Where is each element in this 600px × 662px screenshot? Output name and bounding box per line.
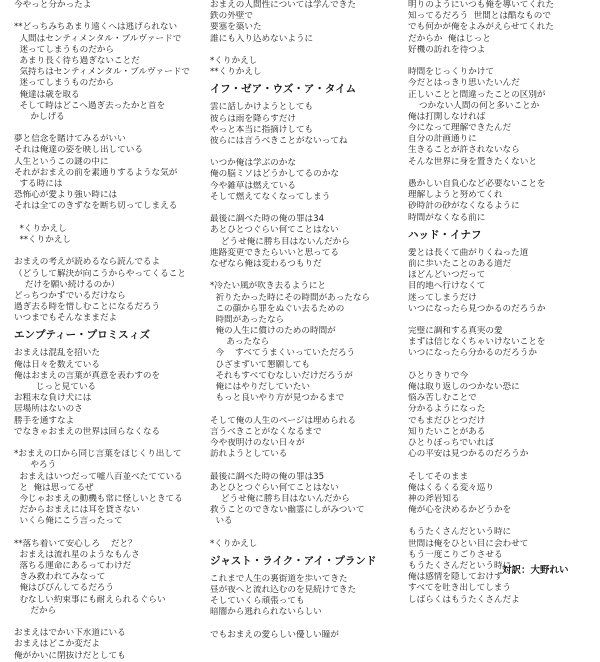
- lyric-line: お粗末な負け犬には: [14, 393, 92, 404]
- lyric-line: （どうして解決が向こうからやってくること: [14, 268, 186, 279]
- lyric-line: 正しいことと間違ったことの区別が: [408, 89, 546, 100]
- lyric-line: それがおまえの前を素通りするような気が: [14, 167, 178, 178]
- lyric-line: 時間がなくなる前に: [408, 212, 486, 223]
- lyric-line: きみ救われてみなって: [14, 572, 106, 583]
- lyric-line: 明りのようにいつも俺を導いてくれた: [408, 0, 555, 10]
- lyric-line: 気持ちはセンティメンタル・ブルヴァードで: [14, 67, 190, 78]
- lyric-line: 完璧に調和する真実の愛: [408, 326, 503, 337]
- song-title: ジャスト・ライク・アイ・プランド: [210, 554, 377, 567]
- lyric-line: そしてそのまま: [408, 471, 469, 482]
- lyric-line: おまえはいつだって嘘八百並べたてている: [14, 471, 183, 482]
- lyric-line: いつか俺は学ぶのかな: [210, 158, 296, 169]
- lyric-line: 俺の脳ミソはどうかしてるのかな: [210, 169, 339, 180]
- lyric-line: と 俺は思ってるぜ: [14, 482, 94, 493]
- lyric-line: 俺はおまえの言葉が真意を表わすのを: [14, 370, 161, 381]
- lyric-line: しばらくはもうたくさんだよ: [408, 594, 520, 605]
- lyric-line: 迷ってしまうものだから: [14, 78, 114, 89]
- lyric-line: まずは信じなくちゃいけないことを: [408, 337, 546, 348]
- lyric-line: 救うことのできない幽霊にしがみついて: [210, 505, 365, 516]
- stanza-break: [210, 527, 398, 538]
- lyric-line: 俺達は歳を取る: [14, 89, 80, 100]
- stanza-break: [408, 315, 590, 326]
- lyric-line: 分かるようになった: [408, 404, 486, 415]
- lyric-line: 人間はセンティメンタル・ブルヴァードで: [14, 33, 182, 44]
- stanza-break: [14, 123, 198, 134]
- lyric-line: 俺が心を決めるかどうかを: [408, 505, 512, 516]
- lyric-line: 世間は俺をひとい目に会わせて: [408, 538, 529, 549]
- lyric-line: それは全てのきずなを断ち切ってしまえる: [14, 201, 178, 212]
- lyric-line: 俺は打開しなければ: [408, 111, 486, 122]
- lyric-line: いつになったら見つかるのだろうか: [408, 303, 546, 314]
- lyric-line: 今になって理解できたんだ: [408, 123, 512, 134]
- lyric-line: やっと本当に指摘けしても: [210, 124, 314, 135]
- lyric-line: すべてを吐き出してしまう: [408, 583, 511, 594]
- lyric-line: 俺の人生に償けのための時間が: [210, 326, 336, 337]
- stanza-break: [210, 460, 398, 471]
- stanza-break: [408, 460, 590, 471]
- lyric-line: 愚かしい自負心など必要ないことを: [408, 179, 546, 189]
- lyric-line: でもおまえの愛らしい優しい瞳が: [210, 629, 339, 640]
- lyric-line: でもまだひとつだけ: [408, 415, 486, 426]
- lyric-line: もうたくさんだという時に: [408, 561, 512, 571]
- lyric-line: 言うべきことがなくなるまで: [210, 426, 322, 437]
- lyric-line: おまえはでかい下水道にいる: [14, 628, 126, 639]
- lyric-line: 勝手を通すなよ: [14, 415, 75, 426]
- lyric-line: 目的地へ行けなくて: [408, 281, 486, 292]
- lyric-line: 過ぎ去る時を惜しむことになるだろう: [14, 302, 161, 313]
- lyric-line: おまえの人間性については学んできた: [210, 0, 356, 10]
- lyric-line: あまり長く待ち過ぎないことだ: [14, 55, 140, 66]
- lyric-line: 祈りたかった時にその時間があったなら: [210, 292, 371, 303]
- lyric-line: いくら俺にこう言ったって: [14, 516, 123, 527]
- stanza-break: [14, 246, 198, 257]
- lyric-line: 鉄の外壁で: [210, 11, 253, 22]
- lyric-line: **くりかえし: [14, 234, 72, 245]
- lyric-line: おまえは混乱を招いた: [14, 348, 100, 359]
- lyric-line: これまで人生の裏街道を歩いてきた: [210, 573, 348, 584]
- lyric-line: 時間があったなら: [210, 314, 285, 325]
- lyric-line: 進路変更できたらいいと思ってる: [210, 247, 339, 258]
- stanza-break: [210, 404, 398, 415]
- lyric-line: どうせ俺に勝ち目はないんだから: [210, 236, 350, 247]
- lyric-line: *冷たい風が吹き去るようにと: [210, 281, 327, 292]
- lyric-line: *くりかえし: [210, 538, 258, 549]
- lyric-line: それもすべてむなしいだけだろうが: [210, 370, 353, 381]
- stanza-break: [210, 270, 398, 281]
- lyric-line: おまえは流れ星のようなもんさ: [14, 549, 140, 560]
- lyric-line: *くりかえし: [210, 55, 258, 66]
- lyric-line: *おまえの口から同じ言葉をほじくり出して: [14, 449, 182, 460]
- lyric-line: 最後に調べた時の俺の罪は34: [210, 214, 325, 225]
- stanza-break: [14, 527, 198, 538]
- lyric-line: 彼らは雨を降らすだけ: [210, 113, 296, 124]
- lyrics-column-1: [14, 0, 198, 662]
- lyrics-column-2: [210, 0, 398, 641]
- lyric-line: もうたくさんだという時に: [408, 527, 512, 538]
- lyric-line: この顔から罪をぬぐい去るための: [210, 303, 345, 314]
- lyric-line: でも何かが俺をよみがえらせてくれた: [408, 22, 554, 33]
- stanza-break: [14, 438, 198, 449]
- lyric-line: 好機の訪れを待つよ: [408, 44, 486, 55]
- lyric-line: 俺はびびんしてるだろう: [14, 583, 114, 594]
- lyric-line: 迷ってしまうものだから: [14, 44, 114, 55]
- translator-credit: 対訳：大野れい: [502, 565, 569, 576]
- lyric-line: 神の斧岩知る: [408, 493, 460, 504]
- lyric-line: ひとりぼっちでいれば: [408, 437, 494, 448]
- lyric-line: 今や雑草は燃えている: [210, 180, 296, 191]
- lyric-line: ひとりきりで今: [408, 370, 469, 381]
- lyric-line: なぜなら俺は変わるつもりだ: [210, 258, 322, 269]
- lyric-line: いつまでもそんなままだよ: [14, 313, 118, 324]
- lyric-line: 俺は感情を隠しておけず: [408, 572, 503, 583]
- lyric-line: 知ってるだろう 世間とは酷なもので: [408, 11, 551, 22]
- lyric-line: だからか 俺はじっと: [408, 33, 491, 44]
- lyric-line: でなきゃおまえの世界は回らなくなる: [14, 426, 161, 437]
- lyric-line: **どっちみちあまり遠くへは逃げられない: [14, 22, 178, 33]
- lyric-line: 俺はくるくる変々巡り: [408, 482, 494, 493]
- stanza-break: [408, 56, 590, 67]
- lyric-line: どうせ俺に勝ち目はないんだから: [210, 493, 350, 504]
- lyric-line: あとひとつぐらい何てことはない: [210, 482, 339, 493]
- lyric-line: おまえの考えが読めるなら読んでるよ: [14, 257, 161, 268]
- lyric-line: 居場所はないのさ: [14, 404, 83, 415]
- lyric-line: 訪れようとしている: [210, 449, 288, 460]
- lyric-line: ほどんどいつだって: [408, 270, 486, 281]
- lyric-line: あとひとつぐらい何てことはない: [210, 225, 339, 236]
- lyric-line: 暗闇から逃れられないらしい: [210, 607, 322, 618]
- lyric-line: やろう: [14, 460, 57, 471]
- stanza-break: [210, 147, 398, 158]
- lyric-line: **落ち着いて安心しろ だと？: [14, 538, 137, 549]
- lyric-line: そしていくら頑張っても: [210, 596, 305, 607]
- lyric-line: もっと良いやり方が見つかるまで: [210, 393, 345, 404]
- lyric-line: 知りたいことがある: [408, 426, 486, 437]
- lyric-line: じっと見ている: [14, 382, 97, 392]
- lyric-line: 昼が夜へと流れ込むのを見続けてきた: [210, 585, 357, 595]
- lyric-line: いつになったら分かるのだろうか: [408, 348, 537, 359]
- lyric-line: *くりかえし: [14, 223, 67, 234]
- lyric-line: 砂時計の砂がなくなるように: [408, 201, 520, 212]
- song-title: ハッド・イナフ: [408, 228, 482, 241]
- lyric-line: 生きることが許されないなら: [408, 145, 520, 156]
- lyric-line: 前に歩いたことのある道だ: [408, 258, 512, 269]
- stanza-break: [210, 619, 398, 630]
- lyric-line: 俺にはやりだしていたい: [210, 382, 310, 392]
- lyric-line: だからおまえには耳を貸さない: [14, 505, 140, 516]
- stanza-break: [210, 203, 398, 214]
- song-title: イフ・ゼア・ウズ・ア・タイム: [210, 83, 357, 96]
- lyrics-column-3: [408, 0, 590, 606]
- lyric-line: 迷ってしまうだけ: [408, 292, 477, 303]
- lyric-line: そして燃えてなくなってしまう: [210, 191, 331, 202]
- lyric-line: 今や夜明けのない日々が: [210, 437, 305, 448]
- lyric-line: 今じゃおまえの動機も常に怪しいときてる: [14, 493, 183, 504]
- lyric-line: もう一度こりごりさせる: [408, 549, 503, 560]
- stanza-break: [14, 617, 198, 628]
- lyric-line: 理解しようと努めてくれ: [408, 190, 503, 201]
- stanza-break: [14, 213, 198, 224]
- lyric-line: 恐怖心が愛より強い時には: [14, 190, 118, 201]
- lyric-line: 夢と信念を賭けてみるがいい: [14, 134, 126, 145]
- lyric-line: 誰にも入り込めないように: [210, 33, 314, 44]
- lyric-line: だから: [14, 605, 57, 616]
- lyric-line: どっちつかずでいるだけなら: [14, 290, 126, 301]
- lyric-line: **くりかえし: [210, 67, 262, 78]
- lyric-line: あったなら: [210, 337, 270, 348]
- lyric-line: そんな世界に身を置きたくないと: [408, 156, 537, 167]
- stanza-break: [14, 11, 198, 22]
- lyric-line: する時には: [14, 179, 63, 189]
- lyric-line: 彼らには言うべきことがないってね: [210, 135, 348, 146]
- lyric-line: おまえはどこか変だよ: [14, 639, 100, 650]
- lyric-line: そして俺の人生のページは埋められる: [210, 415, 356, 426]
- lyric-line: 雲に話しかけようとしても: [210, 102, 314, 113]
- stanza-break: [408, 360, 590, 371]
- lyric-line: それは俺達の姿を映し出している: [14, 145, 143, 156]
- lyric-line: 心の平安は見つかるのだろうか: [408, 449, 529, 460]
- stanza-break: [408, 516, 590, 527]
- lyric-line: だけを願い続けるのか）: [14, 279, 120, 290]
- lyric-line: 今だとはっきり思いたいんだ: [408, 78, 520, 89]
- lyric-line: 人生というこの謎の中に: [14, 156, 109, 167]
- lyric-line: ひざまずいて懇願しても: [210, 359, 310, 370]
- lyric-line: つかない人間の何と多いことか: [408, 100, 540, 111]
- lyric-line: いる: [210, 516, 233, 527]
- lyric-line: 俺は取り返しのつかない恐に: [408, 382, 520, 392]
- lyric-line: 俺は日々を数えている: [14, 359, 100, 370]
- lyric-line: 今やっと分かったよ: [14, 0, 92, 10]
- stanza-break: [210, 45, 398, 56]
- lyric-line: 最後に調べた時の俺の罪は35: [210, 471, 325, 482]
- stanza-break: [408, 168, 590, 179]
- lyric-line: 自分の計画通りに: [408, 134, 477, 145]
- lyric-line: 今 すべてうまくいっていただろう: [210, 348, 356, 359]
- lyric-line: かしげる: [14, 111, 65, 122]
- song-title: エンプティー・プロミスィズ: [14, 329, 150, 342]
- lyric-line: 要塞を築いた: [210, 22, 262, 33]
- lyric-line: 愛とは長くて曲がりくねった道: [408, 247, 529, 258]
- lyric-line: 落ちる運命にあるってわけだ: [14, 561, 132, 571]
- lyric-line: 時間をじっくりかけて: [408, 67, 494, 78]
- lyric-line: むなしい約束事にも耐えられるぐらい: [14, 594, 166, 605]
- lyric-line: 俺がかいに閉抜けだとしても: [14, 650, 126, 661]
- lyric-line: 悩み苦しむことで: [408, 393, 477, 404]
- lyric-line: そして時はどこへ過ぎ去ったかと首を: [14, 100, 166, 111]
